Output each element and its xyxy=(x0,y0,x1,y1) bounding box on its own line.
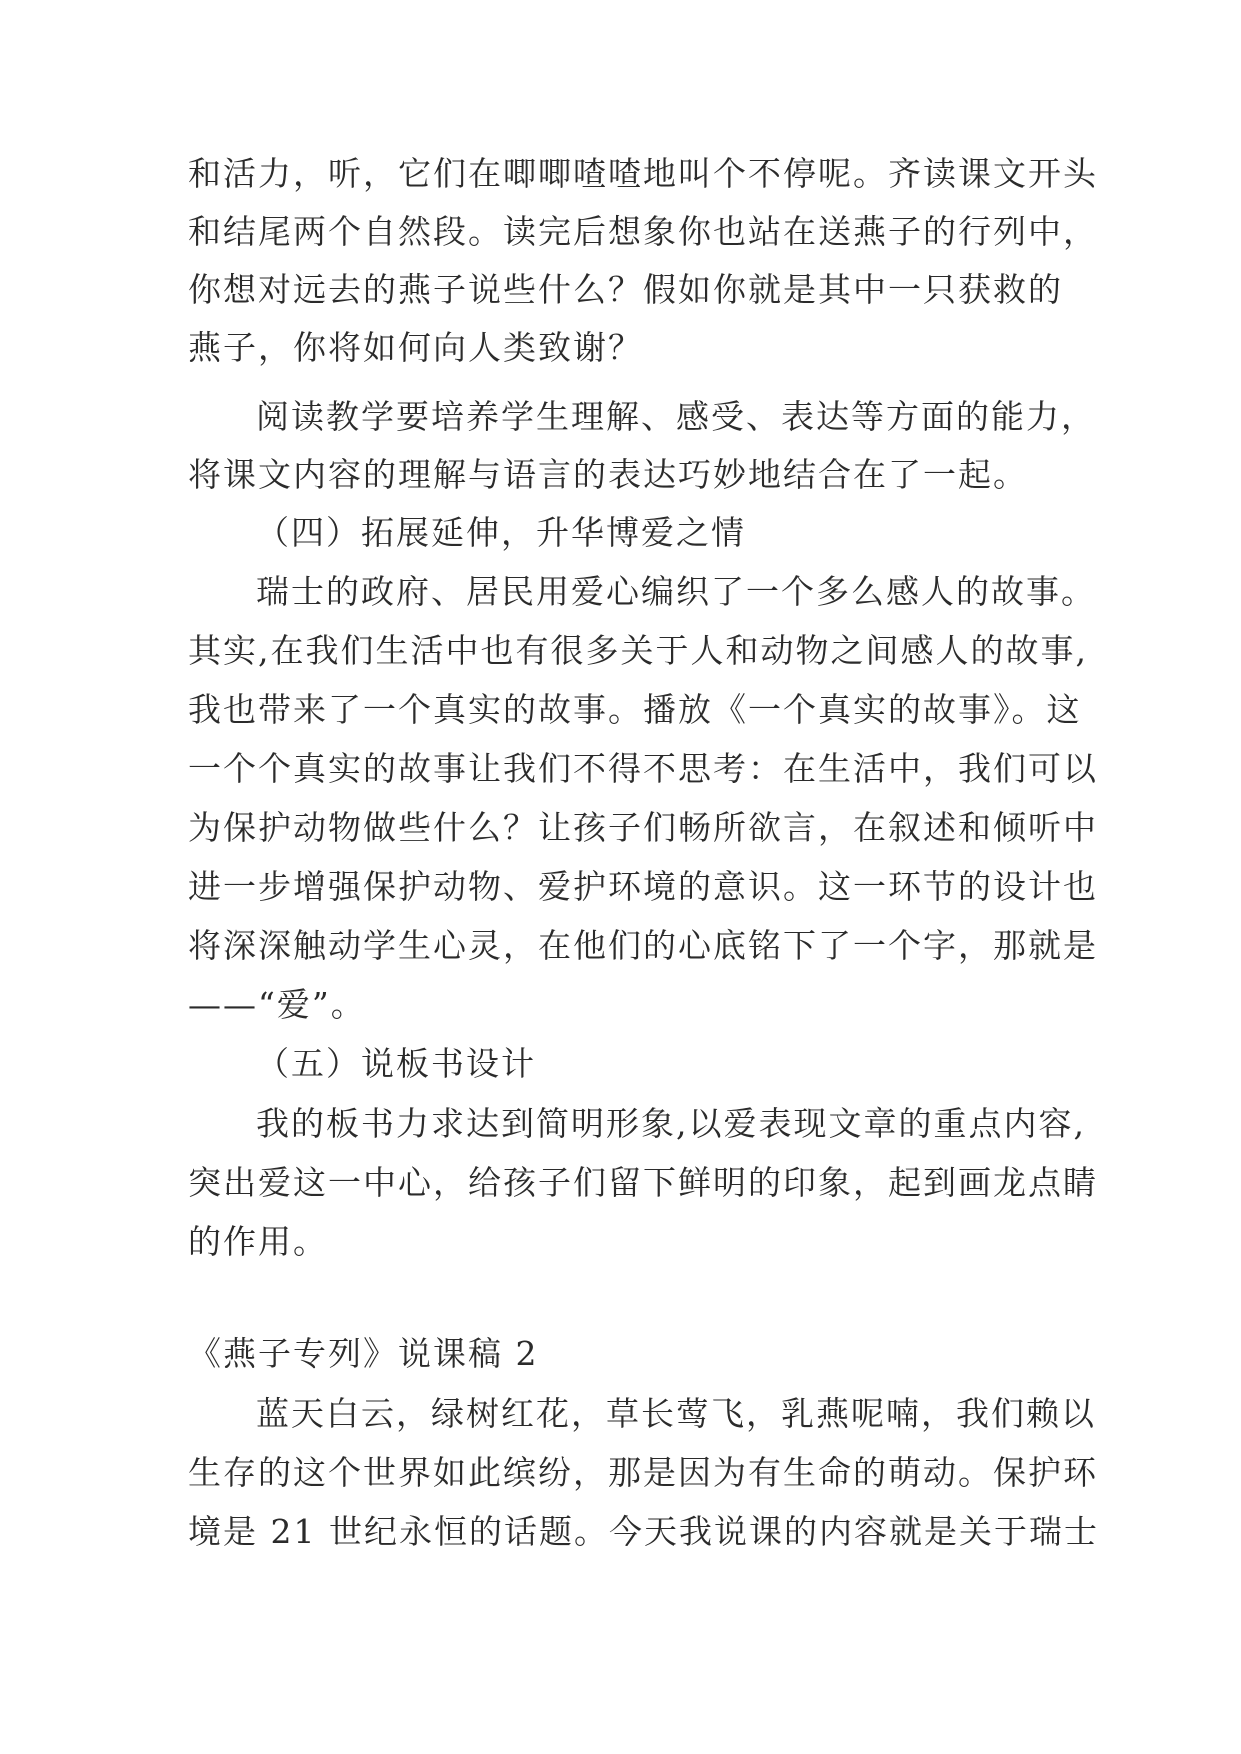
paragraph-line: 进一步增强保护动物、爱护环境的意识。这一环节的设计也 xyxy=(188,867,1098,906)
section-heading: （五）说板书设计 xyxy=(256,1044,536,1083)
paragraph-line: 你想对远去的燕子说些什么？假如你就是其中一只获救的 xyxy=(188,270,1063,309)
paragraph-line: 的作用。 xyxy=(188,1222,328,1261)
paragraph-line: ——“爱”。 xyxy=(188,985,366,1024)
paragraph-line: 其实,在我们生活中也有很多关于人和动物之间感人的故事, xyxy=(188,631,1088,670)
paragraph-line: 燕子，你将如何向人类致谢？ xyxy=(188,328,643,367)
paragraph-line: 蓝天白云，绿树红花，草长莺飞，乳燕呢喃，我们赖以 xyxy=(256,1394,1096,1433)
paragraph-line: 我也带来了一个真实的故事。播放《一个真实的故事》。这 xyxy=(188,690,1082,729)
paragraph-line: 阅读教学要培养学生理解、感受、表达等方面的能力， xyxy=(256,397,1096,436)
paragraph-line: 一个个真实的故事让我们不得不思考：在生活中，我们可以 xyxy=(188,749,1098,788)
paragraph-line: 突出爱这一中心，给孩子们留下鲜明的印象，起到画龙点睛 xyxy=(188,1163,1098,1202)
paragraph-line: 我的板书力求达到简明形象,以爱表现文章的重点内容, xyxy=(256,1104,1086,1143)
paragraph-line: 生存的这个世界如此缤纷，那是因为有生命的萌动。保护环 xyxy=(188,1453,1098,1492)
paragraph-line: 将课文内容的理解与语言的表达巧妙地结合在了一起。 xyxy=(188,455,1028,494)
paragraph-line: 境是 21 世纪永恒的话题。今天我说课的内容就是关于瑞士 xyxy=(188,1512,1099,1551)
paragraph-line: 和结尾两个自然段。读完后想象你也站在送燕子的行列中， xyxy=(188,212,1098,251)
paragraph-line: 将深深触动学生心灵，在他们的心底铭下了一个字，那就是 xyxy=(188,926,1098,965)
paragraph-line: 为保护动物做些什么？让孩子们畅所欲言，在叙述和倾听中 xyxy=(188,808,1098,847)
document-title: 《燕子专列》说课稿 2 xyxy=(188,1334,539,1373)
section-heading: （四）拓展延伸，升华博爱之情 xyxy=(256,513,746,552)
paragraph-line: 和活力，听，它们在唧唧喳喳地叫个不停呢。齐读课文开头 xyxy=(188,154,1098,193)
paragraph-line: 瑞士的政府、居民用爱心编织了一个多么感人的故事。 xyxy=(256,572,1096,611)
